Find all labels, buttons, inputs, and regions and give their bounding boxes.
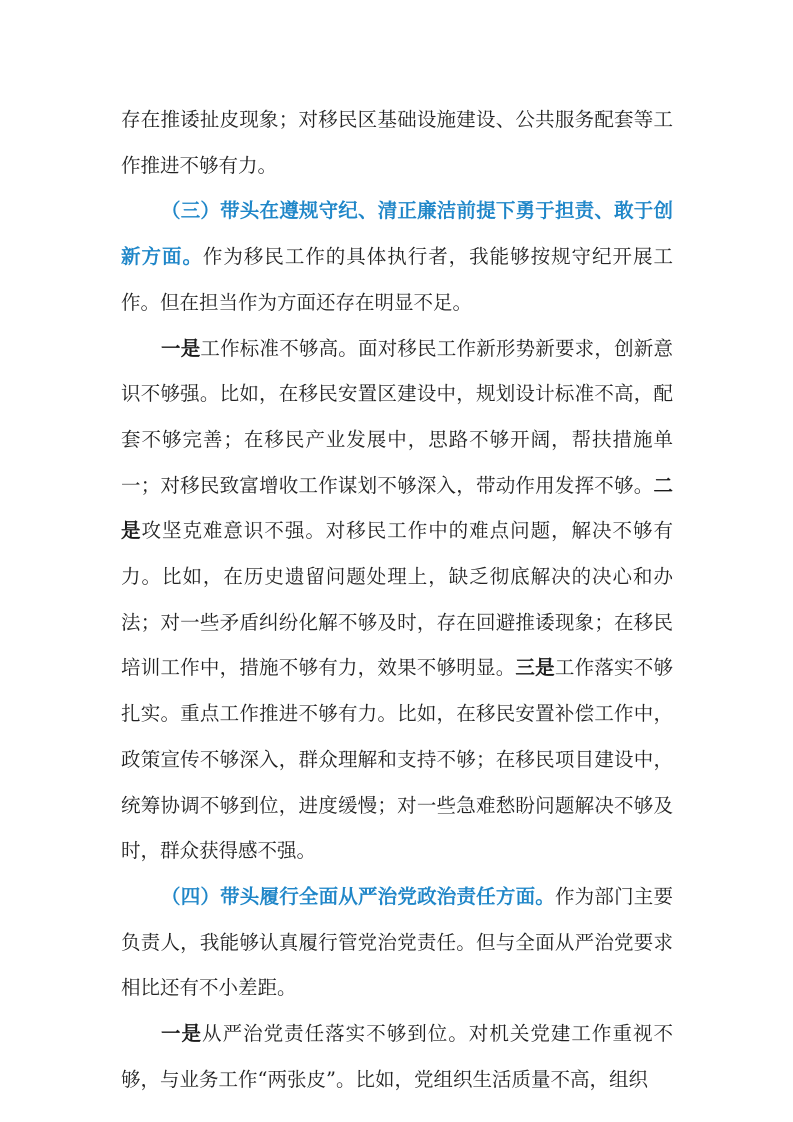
paragraph-party-responsibility [121, 1011, 673, 1102]
lead-label-three: 三是 [515, 656, 555, 680]
section-heading-four: （四）带头履行全面从严治党政治责任方面。 [161, 884, 555, 908]
lead-label-two: 二是 [121, 473, 673, 543]
body-text: 存在推诿扯皮现象；对移民区基础设施建设、公共服务配套等工作推进不够有力。 [121, 108, 673, 177]
body-text: 工作落实不够扎实。重点工作推进不够有力。比如，在移民安置补偿工作中，政策宣传不够深入，群众理解和支持不够；在移民项目建设中，统筹协调不够到位，进度缓慢；对一些急难愁盼问题解决不够及时，群众获得感不强。 [121, 656, 673, 863]
paragraph-section-four [121, 874, 673, 1011]
lead-label-one: 一是 [161, 336, 201, 360]
paragraph-continuation [121, 97, 673, 188]
body-text: 作为部门主要负责人，我能够认真履行管党治党责任。但与全面从严治党要求相比还有不小差距。 [121, 884, 673, 1000]
paragraph-issues-list [121, 326, 673, 874]
section-heading-three: （三）带头在遵规守纪、清正廉洁前提下勇于担责、敢于创新方面。 [121, 199, 673, 269]
body-text: 作为移民工作的具体执行者，我能够按规守纪开展工作。但在担当作为方面还存在明显不足。 [121, 245, 673, 314]
lead-label-one: 一是 [161, 1022, 203, 1046]
body-text: 攻坚克难意识不强。对移民工作中的难点问题，解决不够有力。比如，在历史遗留问题处理上，缺乏彻底解决的决心和办法；对一些矛盾纠纷化解不够及时，存在回避推诿现象；在移民培训工作中，措施不够有力，效果不够明显。 [121, 519, 673, 680]
body-text: 工作标准不够高。面对移民工作新形势新要求，创新意识不够强。比如，在移民安置区建设中，规划设计标准不高，配套不够完善；在移民产业发展中，思路不够开阔，帮扶措施单一；对移民致富增收工作谋划不够深入，带动作用发挥不够。 [121, 336, 673, 497]
paragraph-section-three [121, 188, 673, 325]
document-body [121, 97, 673, 1102]
body-text: 从严治党责任落实不够到位。对机关党建工作重视不够，与业务工作“两张皮”。比如，党组织生活质量不高，组织 [121, 1022, 673, 1091]
